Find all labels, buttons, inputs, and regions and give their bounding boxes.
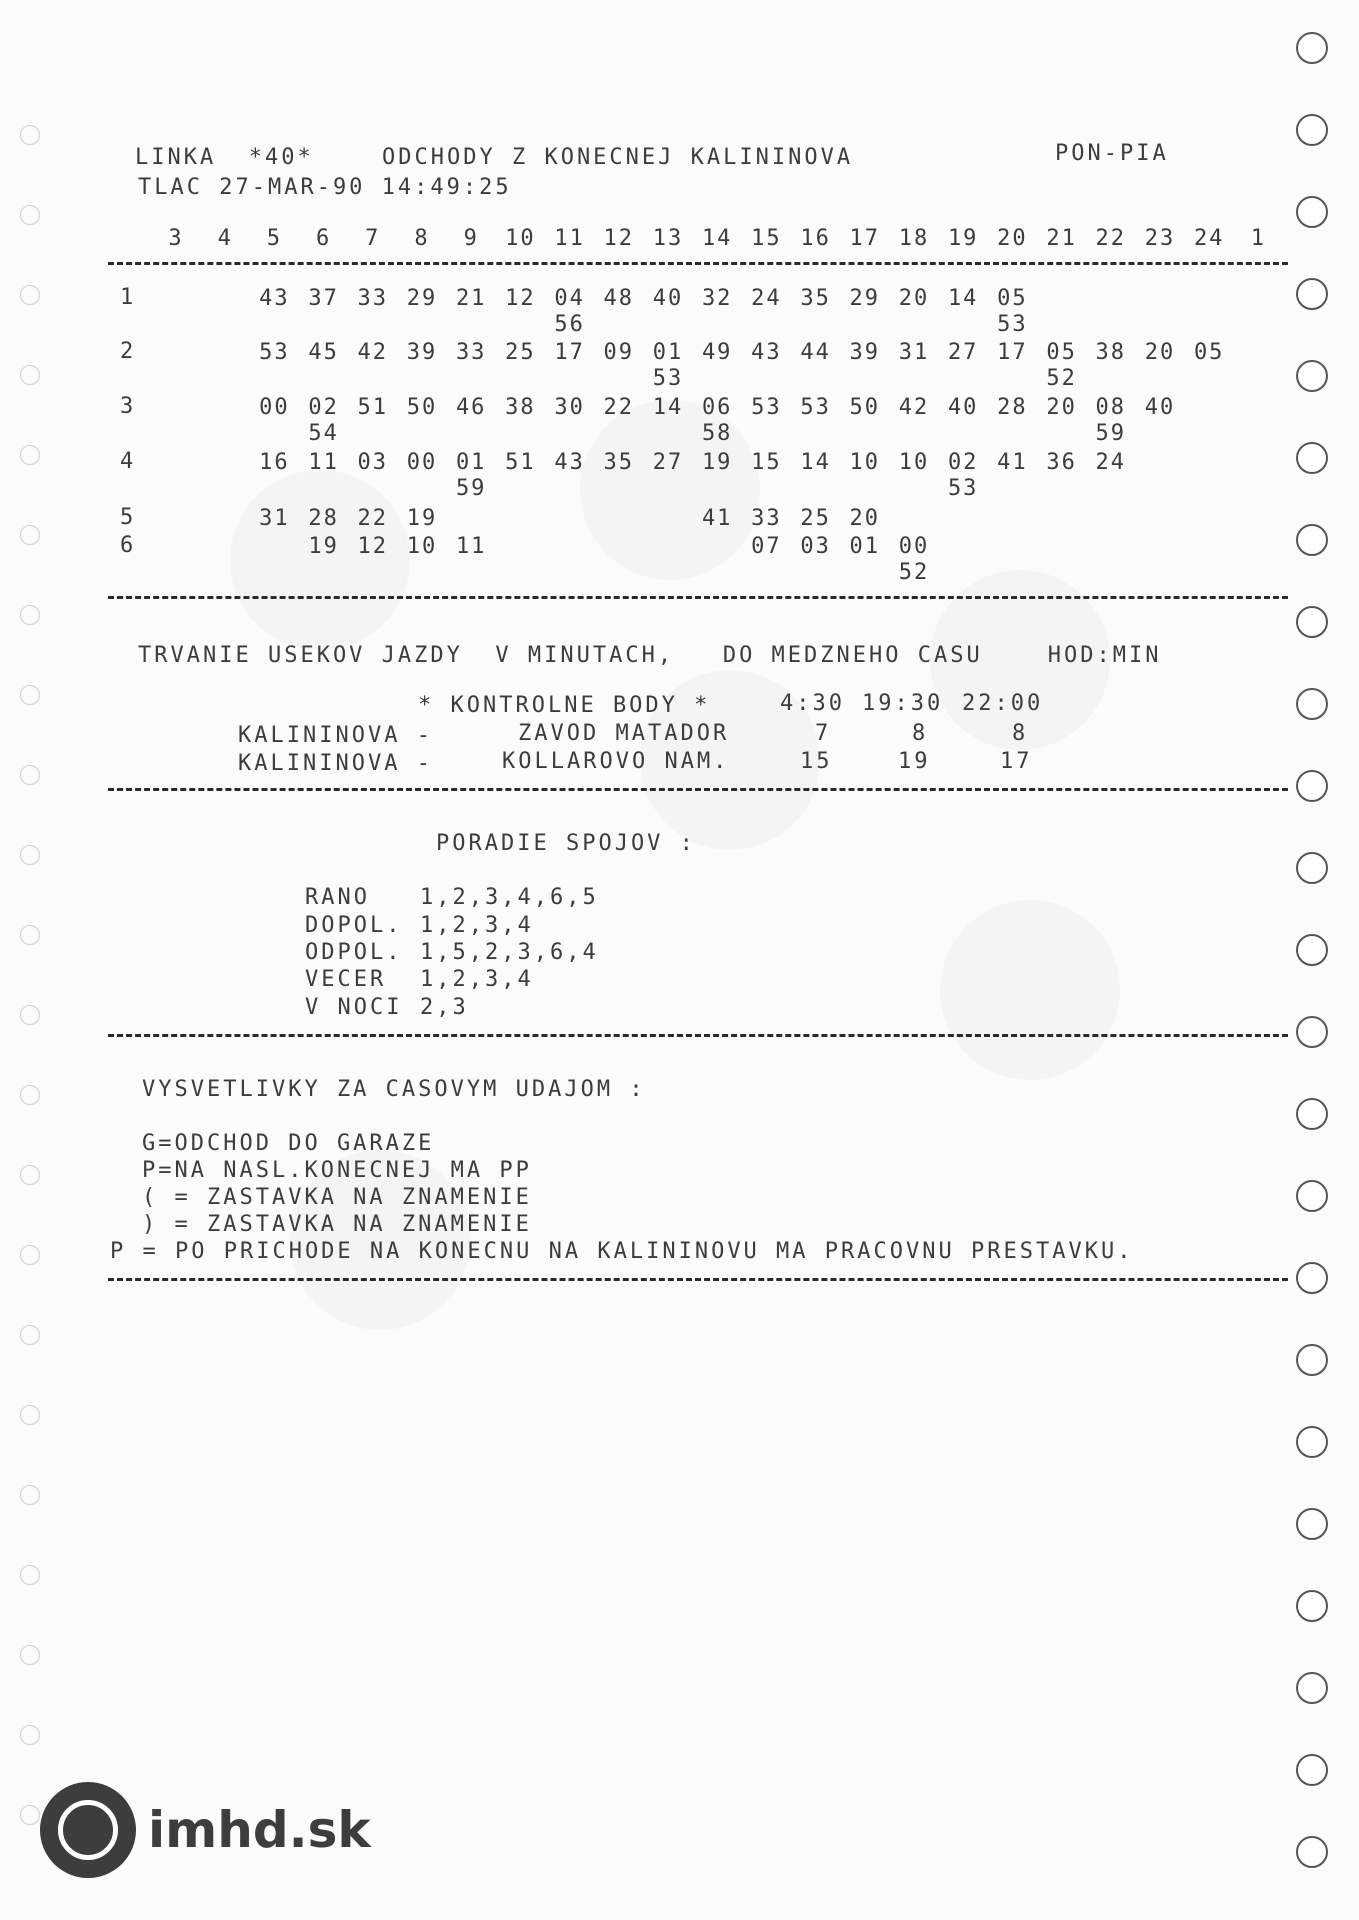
departure-minute: 05 xyxy=(1193,340,1225,365)
departure-minute: 20 xyxy=(898,286,930,311)
departure-minute: 32 xyxy=(701,286,733,311)
tractor-hole xyxy=(20,605,40,625)
tractor-hole xyxy=(1296,1754,1328,1786)
departure-minute: 04 xyxy=(554,286,585,311)
departure-minute: 31 xyxy=(259,506,290,531)
departure-minute: 20 xyxy=(1144,340,1176,365)
departure-minute: 50 xyxy=(849,395,881,420)
departure-minute: 11 xyxy=(308,450,339,475)
departure-minute: 41 xyxy=(997,450,1028,475)
tractor-hole xyxy=(1296,770,1328,802)
departure-minute: 36 xyxy=(1046,450,1077,475)
tractor-hole xyxy=(1296,114,1328,146)
tractor-hole xyxy=(1296,442,1328,474)
departure-minute-second: 53 xyxy=(652,366,684,391)
tractor-hole xyxy=(20,125,40,145)
time-19-30: 19:30 xyxy=(862,691,944,716)
departure-minute: 19 xyxy=(308,534,339,559)
divider xyxy=(108,1278,1288,1281)
tractor-hole xyxy=(1296,1180,1328,1212)
departure-minute: 14 xyxy=(800,450,831,475)
duration-value: 7 xyxy=(815,721,832,746)
departure-minute-second: 58 xyxy=(701,421,733,446)
departure-minute: 27 xyxy=(947,340,979,365)
tractor-hole xyxy=(1296,688,1328,720)
departure-minute: 40 xyxy=(652,286,684,311)
divider xyxy=(108,1034,1288,1037)
hour-header-cell: 3 xyxy=(168,226,184,251)
tractor-hole xyxy=(20,1725,40,1745)
departure-minute: 38 xyxy=(505,395,536,420)
tractor-hole xyxy=(1296,1836,1328,1868)
pin-icon xyxy=(40,1782,136,1878)
departure-minute: 15 xyxy=(751,450,782,475)
departure-minute: 22 xyxy=(357,506,389,531)
departure-minute: 19 xyxy=(406,506,438,531)
legend-line: ( = ZASTAVKA NA ZNAMENIE xyxy=(142,1185,532,1210)
departure-minute: 33 xyxy=(357,286,389,311)
departure-minute: 43 xyxy=(554,450,585,475)
departure-minute: 07 xyxy=(751,534,782,559)
duration-value: 17 xyxy=(1000,749,1033,774)
legend-line: P=NA NASL.KONECNEJ MA PP xyxy=(142,1158,532,1183)
tractor-hole xyxy=(20,1245,40,1265)
run-number: 1 xyxy=(120,285,137,310)
durations-title: TRVANIE USEKOV JAZDY V MINUTACH, DO MEDZNEHO CASU HOD:MIN xyxy=(138,643,1162,668)
departure-minute: 20 xyxy=(849,506,881,531)
departure-minute: 51 xyxy=(357,395,389,420)
order-value: 1,2,3,4 xyxy=(420,967,534,992)
tractor-hole xyxy=(1296,1344,1328,1376)
departure-minute: 03 xyxy=(357,450,389,475)
watermark xyxy=(940,900,1120,1080)
run-number: 6 xyxy=(120,533,137,558)
time-22-00: 22:00 xyxy=(962,691,1044,716)
tractor-hole xyxy=(20,205,40,225)
departure-minute: 00 xyxy=(259,395,290,420)
legend-line: ) = ZASTAVKA NA ZNAMENIE xyxy=(142,1212,532,1237)
run-number: 3 xyxy=(120,394,137,419)
hour-header-cell: 13 xyxy=(652,226,684,251)
departure-minute: 09 xyxy=(603,340,635,365)
departure-minute-second: 52 xyxy=(898,560,930,585)
brand-name: imhd.sk xyxy=(148,1801,371,1859)
departure-minute: 43 xyxy=(751,340,782,365)
tractor-hole xyxy=(1296,934,1328,966)
order-title: PORADIE SPOJOV : xyxy=(436,831,696,856)
departure-minute: 14 xyxy=(652,395,684,420)
order-label: ODPOL. xyxy=(305,940,403,965)
tractor-hole xyxy=(1296,278,1328,310)
duration-value: 8 xyxy=(912,721,929,746)
time-4-30: 4:30 xyxy=(780,691,845,716)
tractor-hole xyxy=(1296,524,1328,556)
tractor-hole xyxy=(20,1005,40,1025)
page-title: ODCHODY Z KONECNEJ KALININOVA xyxy=(382,145,854,170)
tractor-hole xyxy=(20,445,40,465)
tractor-hole xyxy=(20,925,40,945)
order-value: 2,3 xyxy=(420,995,469,1020)
departure-minute: 17 xyxy=(997,340,1028,365)
departure-minute: 44 xyxy=(800,340,831,365)
departure-minute: 00 xyxy=(898,534,930,559)
departure-minute: 46 xyxy=(455,395,487,420)
departure-minute: 35 xyxy=(800,286,831,311)
order-value: 1,5,2,3,6,4 xyxy=(420,940,599,965)
departure-minute: 02 xyxy=(947,450,979,475)
tractor-hole xyxy=(20,1405,40,1425)
duration-from: KALININOVA - xyxy=(238,751,433,776)
tractor-hole xyxy=(1296,1426,1328,1458)
departure-minute: 51 xyxy=(505,450,536,475)
hour-header-cell: 20 xyxy=(997,226,1028,251)
departure-minute: 28 xyxy=(997,395,1028,420)
departure-minute: 49 xyxy=(701,340,733,365)
hour-header-cell: 8 xyxy=(414,226,430,251)
departure-minute: 01 xyxy=(455,450,487,475)
hour-header-cell: 16 xyxy=(800,226,831,251)
order-label: RANO xyxy=(305,885,370,910)
tractor-hole xyxy=(1296,1098,1328,1130)
departure-minute: 11 xyxy=(455,534,487,559)
departure-minute: 12 xyxy=(357,534,389,559)
departure-minute: 48 xyxy=(603,286,635,311)
legend-line: G=ODCHOD DO GARAZE xyxy=(142,1131,435,1156)
departure-minute: 28 xyxy=(308,506,339,531)
tractor-hole xyxy=(1296,32,1328,64)
tractor-hole xyxy=(1296,1016,1328,1048)
tractor-hole xyxy=(20,365,40,385)
departure-minute: 31 xyxy=(898,340,930,365)
departure-minute: 33 xyxy=(455,340,487,365)
legend-last-line: P = PO PRICHODE NA KONECNU NA KALININOVU MA PRACOVNU PRESTAVKU. xyxy=(110,1239,1134,1264)
duration-value: 19 xyxy=(898,749,931,774)
departure-minute: 21 xyxy=(455,286,487,311)
departure-minute: 25 xyxy=(800,506,831,531)
departure-minute: 14 xyxy=(947,286,979,311)
departure-minute: 40 xyxy=(1144,395,1176,420)
tractor-hole xyxy=(20,1805,40,1825)
departure-minute: 37 xyxy=(308,286,339,311)
hour-header-cell: 1 xyxy=(1250,226,1267,251)
order-value: 1,2,3,4 xyxy=(420,913,534,938)
tractor-hole xyxy=(1296,1262,1328,1294)
departure-minute: 05 xyxy=(1046,340,1077,365)
order-label: VECER xyxy=(305,967,387,992)
hour-header-cell: 22 xyxy=(1095,226,1127,251)
brand-logo xyxy=(40,1782,371,1878)
departure-minute: 10 xyxy=(406,534,438,559)
departure-minute: 05 xyxy=(997,286,1028,311)
departure-minute: 19 xyxy=(701,450,733,475)
departure-minute: 02 xyxy=(308,395,339,420)
duration-from: KALININOVA - xyxy=(238,723,433,748)
tractor-hole xyxy=(1296,1508,1328,1540)
run-number: 5 xyxy=(120,505,137,530)
tractor-hole xyxy=(20,1645,40,1665)
tractor-hole xyxy=(20,1165,40,1185)
departure-minute: 30 xyxy=(554,395,585,420)
hour-header-cell: 15 xyxy=(751,226,782,251)
tractor-hole xyxy=(20,845,40,865)
divider xyxy=(108,596,1288,599)
hour-header-cell: 12 xyxy=(603,226,635,251)
print-timestamp: TLAC 27-MAR-90 14:49:25 xyxy=(138,175,512,200)
departure-minute: 10 xyxy=(849,450,881,475)
tractor-hole xyxy=(20,1485,40,1505)
tractor-hole xyxy=(20,285,40,305)
departure-minute-second: 53 xyxy=(947,476,979,501)
tractor-hole xyxy=(20,1085,40,1105)
departure-minute: 20 xyxy=(1046,395,1077,420)
legend-title: VYSVETLIVKY ZA CASOVYM UDAJOM : xyxy=(142,1077,646,1102)
tractor-hole xyxy=(1296,360,1328,392)
control-points-label: * KONTROLNE BODY * xyxy=(418,693,711,718)
departure-minute: 29 xyxy=(849,286,881,311)
departure-minute: 27 xyxy=(652,450,684,475)
divider xyxy=(108,788,1288,791)
line-label: LINKA *40* xyxy=(135,145,314,170)
departure-minute: 22 xyxy=(603,395,635,420)
hour-header-cell: 4 xyxy=(217,226,233,251)
departure-minute: 25 xyxy=(505,340,536,365)
duration-to: ZAVOD MATADOR xyxy=(518,721,730,746)
hour-header-cell: 11 xyxy=(554,226,585,251)
tractor-hole xyxy=(20,1325,40,1345)
departure-minute-second: 52 xyxy=(1046,366,1077,391)
tractor-hole xyxy=(20,685,40,705)
departure-minute: 24 xyxy=(1095,450,1127,475)
hour-header-cell: 19 xyxy=(947,226,979,251)
departure-minute-second: 54 xyxy=(308,421,339,446)
hour-header-cell: 14 xyxy=(701,226,733,251)
tractor-hole xyxy=(1296,606,1328,638)
departure-minute: 45 xyxy=(308,340,339,365)
hour-header-cell: 24 xyxy=(1193,226,1225,251)
departure-minute: 01 xyxy=(652,340,684,365)
departure-minute: 50 xyxy=(406,395,438,420)
watermark xyxy=(230,470,410,650)
departure-minute: 39 xyxy=(406,340,438,365)
hour-header-cell: 10 xyxy=(505,226,536,251)
departure-minute-second: 59 xyxy=(455,476,487,501)
departure-minute: 42 xyxy=(898,395,930,420)
hour-header-cell: 7 xyxy=(365,226,381,251)
departure-minute: 24 xyxy=(751,286,782,311)
departure-minute: 12 xyxy=(505,286,536,311)
departure-minute: 39 xyxy=(849,340,881,365)
departure-minute: 42 xyxy=(357,340,389,365)
hour-header-cell: 17 xyxy=(849,226,881,251)
departure-minute: 41 xyxy=(701,506,733,531)
tractor-hole xyxy=(20,525,40,545)
hour-header-cell: 6 xyxy=(315,226,332,251)
order-value: 1,2,3,4,6,5 xyxy=(420,885,599,910)
departure-minute: 06 xyxy=(701,395,733,420)
departure-minute-second: 59 xyxy=(1095,421,1127,446)
departure-minute: 10 xyxy=(898,450,930,475)
tractor-hole xyxy=(20,1565,40,1585)
hour-header-cell: 5 xyxy=(266,226,283,251)
departure-minute: 53 xyxy=(259,340,290,365)
tractor-hole xyxy=(1296,1672,1328,1704)
departure-minute: 53 xyxy=(800,395,831,420)
days-label: PON-PIA xyxy=(1055,141,1169,166)
departure-minute: 16 xyxy=(259,450,290,475)
order-label: V NOCI xyxy=(305,995,403,1020)
departure-minute-second: 53 xyxy=(997,312,1028,337)
duration-to: KOLLAROVO NAM. xyxy=(502,749,730,774)
departure-minute: 43 xyxy=(259,286,290,311)
hour-header-cell: 23 xyxy=(1144,226,1176,251)
departure-minute: 40 xyxy=(947,395,979,420)
departure-minute: 38 xyxy=(1095,340,1127,365)
order-label: DOPOL. xyxy=(305,913,403,938)
run-number: 4 xyxy=(120,449,137,474)
divider xyxy=(108,262,1288,265)
duration-value: 8 xyxy=(1012,721,1029,746)
departure-minute-second: 56 xyxy=(554,312,585,337)
tractor-hole xyxy=(1296,1590,1328,1622)
tractor-hole xyxy=(1296,852,1328,884)
departure-minute: 33 xyxy=(751,506,782,531)
departure-minute: 01 xyxy=(849,534,881,559)
hour-header-cell: 21 xyxy=(1046,226,1077,251)
run-number: 2 xyxy=(120,339,137,364)
departure-minute: 29 xyxy=(406,286,438,311)
departure-minute: 53 xyxy=(751,395,782,420)
departure-minute: 35 xyxy=(603,450,635,475)
departure-minute: 08 xyxy=(1095,395,1127,420)
duration-value: 15 xyxy=(800,749,833,774)
hour-header-cell: 18 xyxy=(898,226,930,251)
departure-minute: 00 xyxy=(406,450,438,475)
tractor-hole xyxy=(1296,196,1328,228)
tractor-hole xyxy=(20,765,40,785)
hour-header-cell: 9 xyxy=(463,226,479,251)
departure-minute: 17 xyxy=(554,340,585,365)
departure-minute: 03 xyxy=(800,534,831,559)
